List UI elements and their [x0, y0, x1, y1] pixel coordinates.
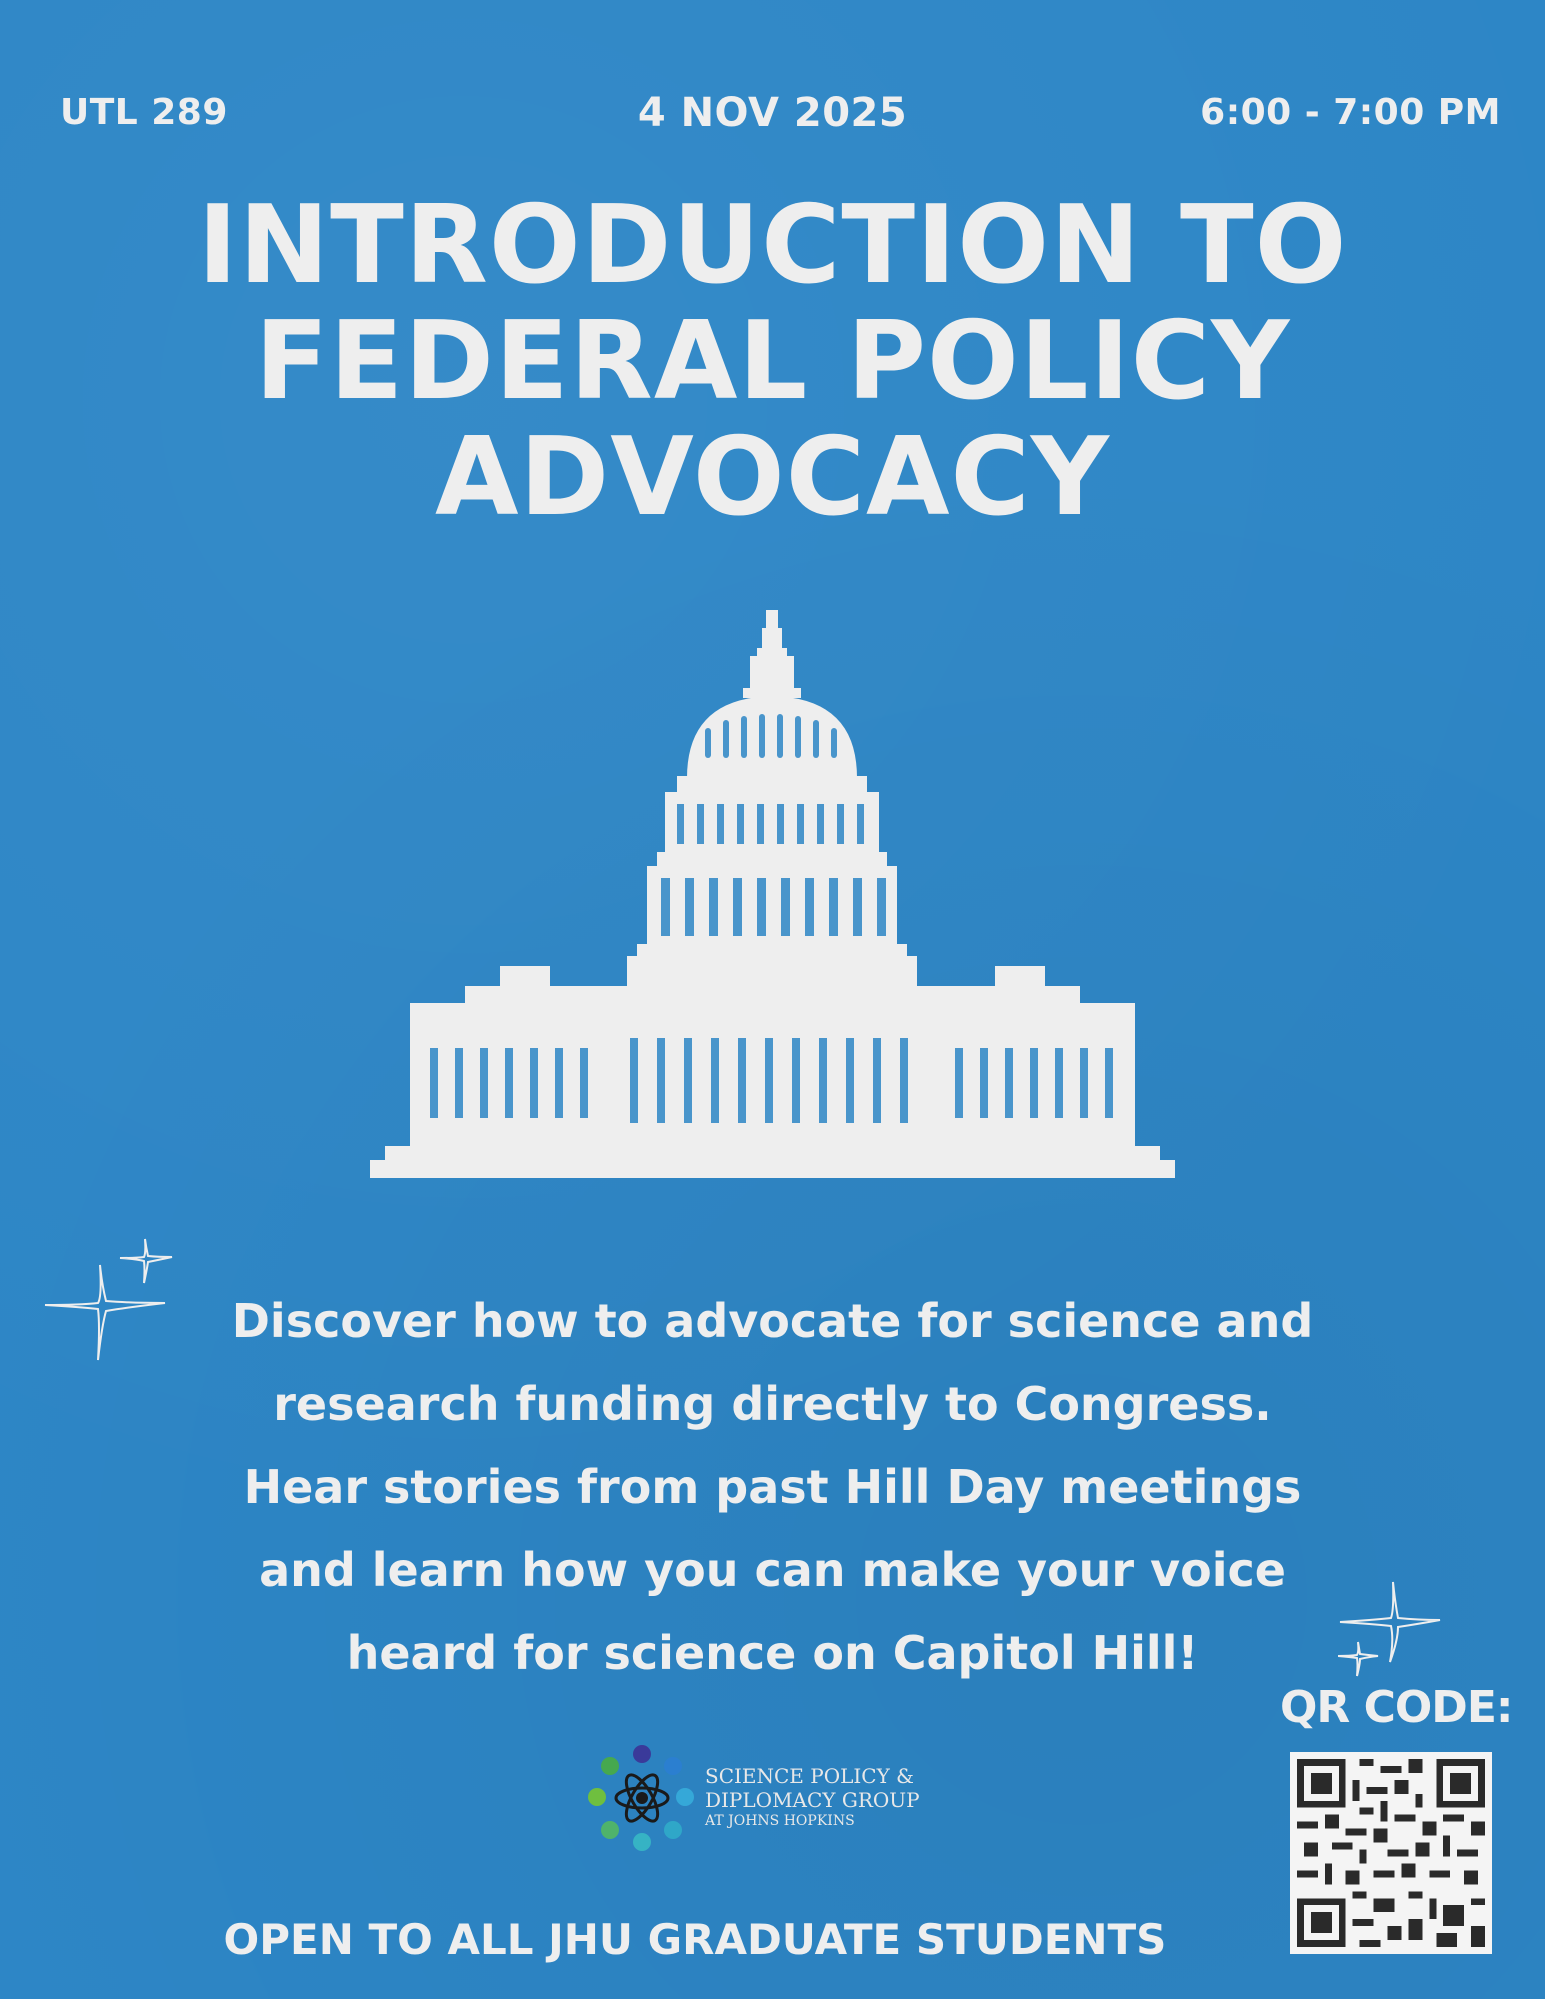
description-line-4: and learn how you can make your voice [259, 1543, 1286, 1597]
event-time: 6:00 - 7:00 PM [1200, 92, 1501, 133]
description-line-2: research funding directly to Congress. [273, 1377, 1272, 1431]
organization-logo [585, 1742, 935, 1857]
organization-name [705, 1764, 920, 1830]
organization-logo-icon [585, 1742, 700, 1857]
title-line-2: FEDERAL POLICY [254, 299, 1291, 424]
event-location: UTL 289 [60, 92, 228, 133]
organization-name-line-2: DIPLOMACY GROUP [705, 1788, 920, 1812]
event-title [0, 183, 1545, 540]
title-line-3: ADVOCACY [434, 415, 1111, 540]
qr-code-label: QR CODE: [1280, 1682, 1513, 1733]
description-line-1: Discover how to advocate for science and [231, 1294, 1314, 1348]
description-line-5: heard for science on Capitol Hill! [346, 1626, 1199, 1680]
organization-name-line-3: AT JOHNS HOPKINS [705, 1813, 855, 1829]
sparkle-icon [40, 1235, 175, 1365]
organization-name-line-1: SCIENCE POLICY & [705, 1764, 914, 1788]
sparkle-icon [1338, 1580, 1443, 1680]
qr-code-icon[interactable] [1290, 1752, 1492, 1954]
description-line-3: Hear stories from past Hill Day meetings [243, 1460, 1302, 1514]
title-line-1: INTRODUCTION TO [197, 183, 1348, 308]
capitol-building-icon [365, 608, 1180, 1183]
audience-note: OPEN TO ALL JHU GRADUATE STUDENTS [223, 1915, 1167, 1964]
event-description [160, 1280, 1385, 1695]
event-date: 4 NOV 2025 [637, 90, 908, 136]
